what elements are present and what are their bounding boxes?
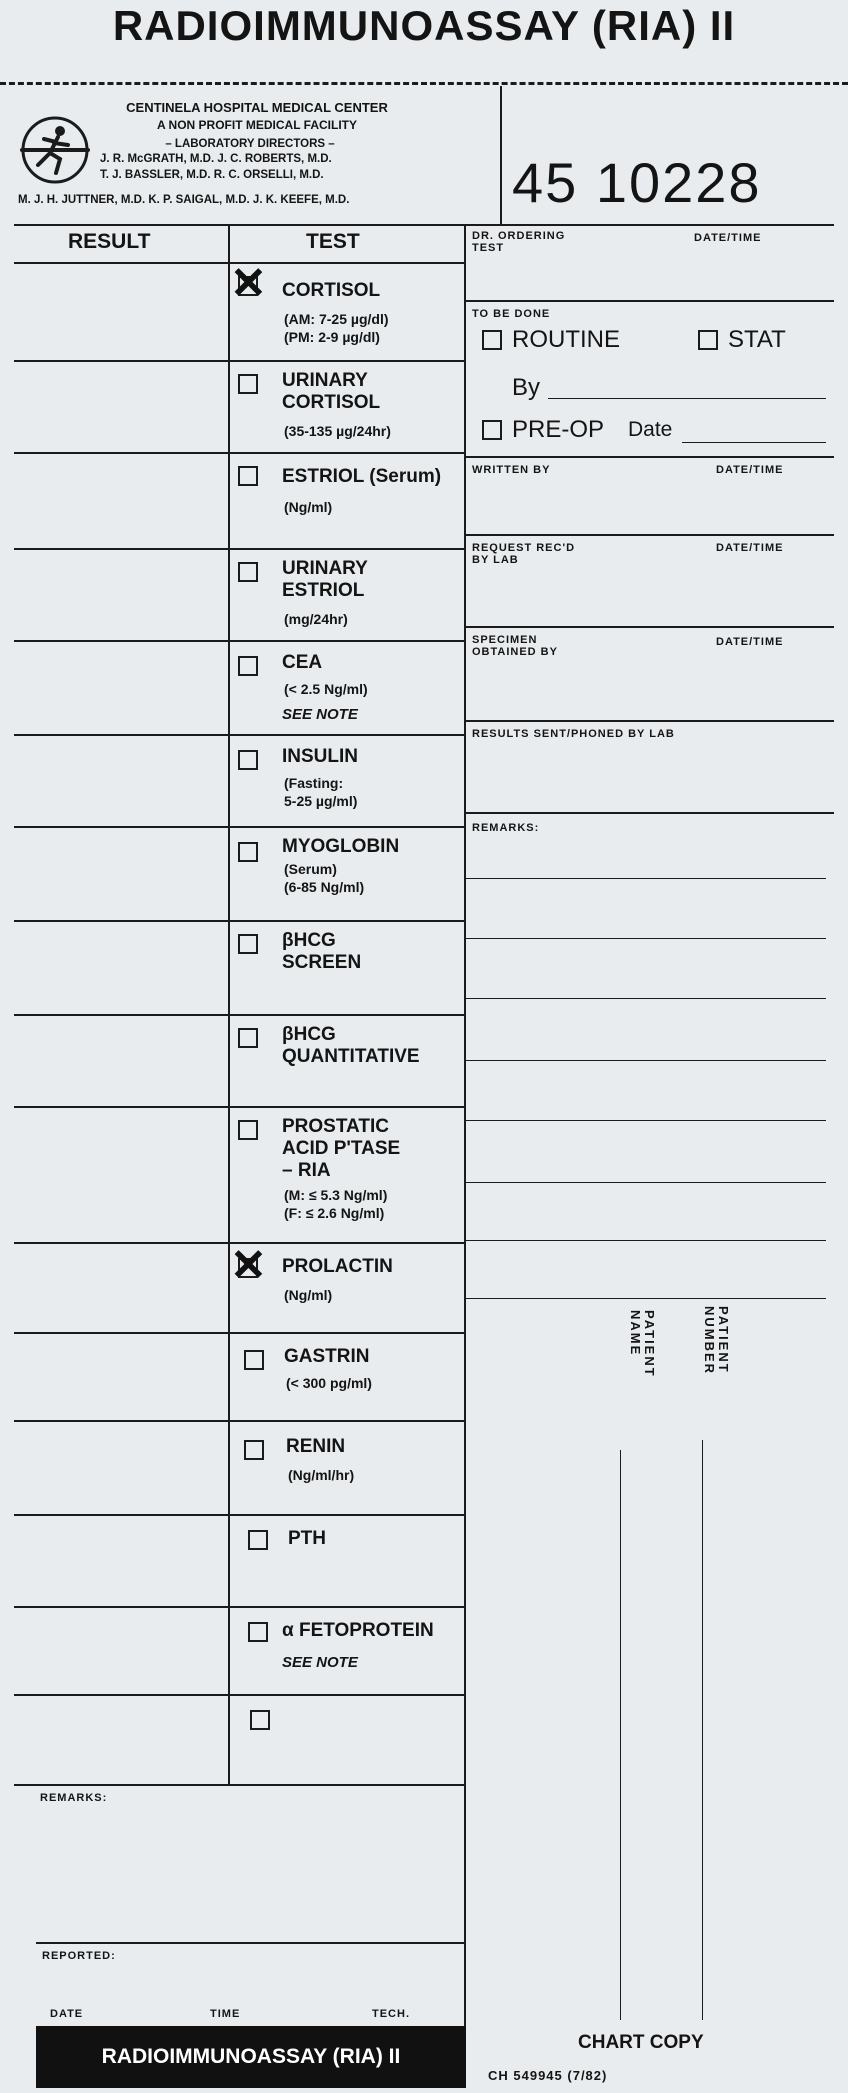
patient-name-line[interactable] bbox=[620, 1450, 621, 2020]
date-line[interactable] bbox=[682, 442, 826, 443]
test-name-prolactin: PROLACTIN bbox=[282, 1256, 393, 1277]
footer-title: RADIOIMMUNOASSAY (RIA) II bbox=[101, 2045, 401, 2068]
test-name-bhcg-quantitative: βHCG QUANTITATIVE bbox=[282, 1024, 420, 1067]
checkbox-estriol[interactable] bbox=[238, 466, 258, 486]
checkbox-bhcg-screen[interactable] bbox=[238, 934, 258, 954]
checkbox-renin[interactable] bbox=[244, 1440, 264, 1460]
checkbox-prostatic-acid-ptase[interactable] bbox=[238, 1120, 258, 1140]
test-name-myoglobin: MYOGLOBIN bbox=[282, 836, 400, 857]
remarks-line-8[interactable] bbox=[464, 1298, 826, 1299]
directors-label: – LABORATORY DIRECTORS – bbox=[165, 138, 335, 150]
reported-tech-label: TECH. bbox=[372, 2008, 410, 2020]
result-column-header: RESULT bbox=[68, 230, 151, 253]
row-rule-13 bbox=[14, 1514, 464, 1516]
chart-copy-label: CHART COPY bbox=[578, 2032, 704, 2053]
row-rule-7 bbox=[14, 920, 464, 922]
test-name-cortisol: CORTISOL bbox=[282, 280, 381, 301]
checkbox-blank[interactable] bbox=[250, 1710, 270, 1730]
checkbox-alpha-fetoprotein[interactable] bbox=[248, 1622, 268, 1642]
test-note-alpha-fetoprotein: SEE NOTE bbox=[282, 1654, 358, 1671]
request-recd-label: REQUEST REC'D BY LAB bbox=[472, 542, 576, 566]
test-right-border bbox=[464, 224, 466, 2084]
reported-time-label: TIME bbox=[210, 2008, 241, 2020]
routine-label: ROUTINE bbox=[512, 326, 620, 353]
remarks-line-4[interactable] bbox=[464, 1060, 826, 1061]
checkbox-pth[interactable] bbox=[248, 1530, 268, 1550]
specimen-obtained-label: SPECIMEN OBTAINED BY bbox=[472, 634, 558, 658]
check-mark-prolactin: ✕ bbox=[230, 1241, 267, 1290]
test-name-urinary-estriol: URINARY ESTRIOL bbox=[282, 558, 368, 601]
stat-checkbox[interactable] bbox=[698, 330, 718, 350]
test-name-renin: RENIN bbox=[286, 1436, 346, 1457]
patient-number-label: PATIENT NUMBER bbox=[702, 1306, 731, 1376]
reported-label: REPORTED: bbox=[42, 1950, 116, 1962]
row-rule-11 bbox=[14, 1332, 464, 1334]
remarks-line-7[interactable] bbox=[464, 1240, 826, 1241]
test-name-pth: PTH bbox=[288, 1528, 326, 1549]
form-title: RADIOIMMUNOASSAY (RIA) II bbox=[112, 2, 736, 49]
to-be-done-label: TO BE DONE bbox=[472, 308, 551, 320]
routine-checkbox[interactable] bbox=[482, 330, 502, 350]
top-tear-line bbox=[0, 82, 848, 85]
results-sent-label: RESULTS SENT/PHONED BY LAB bbox=[472, 728, 675, 740]
right-rule-3 bbox=[464, 534, 834, 536]
test-name-insulin: INSULIN bbox=[282, 746, 358, 767]
test-name-bhcg-screen: βHCG SCREEN bbox=[282, 930, 362, 973]
remarks-line-2[interactable] bbox=[464, 938, 826, 939]
test-ref-myoglobin: (Serum) (6-85 Ng/ml) bbox=[284, 861, 365, 895]
date-label: Date bbox=[628, 418, 673, 441]
right-rule-4 bbox=[464, 626, 834, 628]
test-name-prostatic-acid-ptase: PROSTATIC ACID P'TASE – RIA bbox=[282, 1116, 401, 1181]
remarks-line-3[interactable] bbox=[464, 998, 826, 999]
row-rule-4 bbox=[14, 640, 464, 642]
test-ref-insulin: (Fasting: 5-25 µg/ml) bbox=[284, 775, 358, 809]
row-rule-6 bbox=[14, 826, 464, 828]
by-label: By bbox=[512, 374, 541, 401]
date-time-label-4: DATE/TIME bbox=[716, 636, 784, 648]
remarks-line-1[interactable] bbox=[464, 878, 826, 879]
header-divider bbox=[500, 86, 502, 224]
row-rule-1 bbox=[14, 360, 464, 362]
directors-line-1: J. R. McGRATH, M.D. J. C. ROBERTS, M.D. bbox=[100, 153, 332, 165]
test-ref-estriol: (Ng/ml) bbox=[284, 499, 333, 515]
result-test-divider bbox=[228, 224, 230, 1784]
row-rule-2 bbox=[14, 452, 464, 454]
checkbox-urinary-estriol[interactable] bbox=[238, 562, 258, 582]
hospital-name: CENTINELA HOSPITAL MEDICAL CENTER bbox=[126, 100, 388, 115]
reported-date-label: DATE bbox=[50, 2008, 84, 2020]
date-time-label-2: DATE/TIME bbox=[716, 464, 784, 476]
test-name-estriol: ESTRIOL (Serum) bbox=[282, 466, 442, 487]
test-ref-cea: (< 2.5 Ng/ml) bbox=[284, 681, 368, 697]
right-rule-2 bbox=[464, 456, 834, 458]
row-rule-16 bbox=[14, 1784, 464, 1786]
date-time-label-3: DATE/TIME bbox=[716, 542, 784, 554]
form-code: CH 549945 (7/82) bbox=[488, 2068, 608, 2083]
right-rule-6 bbox=[464, 812, 834, 814]
test-name-urinary-cortisol: URINARY CORTISOL bbox=[282, 370, 381, 413]
checkbox-myoglobin[interactable] bbox=[238, 842, 258, 862]
checkbox-gastrin[interactable] bbox=[244, 1350, 264, 1370]
test-ref-urinary-estriol: (mg/24hr) bbox=[284, 611, 348, 627]
bottom-remarks-label: REMARKS: bbox=[40, 1792, 108, 1804]
footer-title-bar bbox=[36, 2026, 466, 2088]
directors-line-2: T. J. BASSLER, M.D. R. C. ORSELLI, M.D. bbox=[100, 169, 324, 181]
test-ref-prostatic-acid-ptase: (M: ≤ 5.3 Ng/ml) (F: ≤ 2.6 Ng/ml) bbox=[284, 1187, 388, 1221]
row-rule-14 bbox=[14, 1606, 464, 1608]
test-note-cea: SEE NOTE bbox=[282, 706, 358, 723]
right-rule-1 bbox=[464, 300, 834, 302]
patient-name-label: PATIENT NAME bbox=[628, 1310, 657, 1378]
right-rule-5 bbox=[464, 720, 834, 722]
test-name-gastrin: GASTRIN bbox=[284, 1346, 370, 1367]
test-ref-cortisol: (AM: 7-25 µg/dl) (PM: 2-9 µg/dl) bbox=[284, 311, 389, 345]
form-number: 45 10228 bbox=[512, 151, 762, 214]
test-name-alpha-fetoprotein: α FETOPROTEIN bbox=[282, 1620, 434, 1641]
checkbox-bhcg-quantitative[interactable] bbox=[238, 1028, 258, 1048]
directors-line-3: M. J. H. JUTTNER, M.D. K. P. SAIGAL, M.D. J. K. KEEFE, M.D. bbox=[18, 194, 350, 206]
remarks-line-5[interactable] bbox=[464, 1120, 826, 1121]
test-ref-gastrin: (< 300 pg/ml) bbox=[286, 1375, 372, 1391]
date-time-label-1: DATE/TIME bbox=[694, 232, 762, 244]
by-line[interactable] bbox=[548, 398, 826, 399]
stat-label: STAT bbox=[728, 326, 786, 353]
row-rule-9 bbox=[14, 1106, 464, 1108]
test-column-header: TEST bbox=[306, 230, 360, 253]
test-ref-prolactin: (Ng/ml) bbox=[284, 1287, 333, 1303]
row-rule-8 bbox=[14, 1014, 464, 1016]
check-mark-cortisol: ✕ bbox=[230, 259, 267, 308]
header-bottom-rule bbox=[14, 224, 834, 226]
checkbox-insulin[interactable] bbox=[238, 750, 258, 770]
right-remarks-label: REMARKS: bbox=[472, 822, 540, 834]
row-rule-15 bbox=[14, 1694, 464, 1696]
row-rule-3 bbox=[14, 548, 464, 550]
patient-number-line[interactable] bbox=[702, 1440, 703, 2020]
test-name-cea: CEA bbox=[282, 652, 323, 673]
remarks-line-6[interactable] bbox=[464, 1182, 826, 1183]
checkbox-urinary-cortisol[interactable] bbox=[238, 374, 258, 394]
test-ref-renin: (Ng/ml/hr) bbox=[288, 1467, 355, 1483]
written-by-label: WRITTEN BY bbox=[472, 464, 551, 476]
row-rule-5 bbox=[14, 734, 464, 736]
row-rule-12 bbox=[14, 1420, 464, 1422]
reported-rule bbox=[36, 1942, 464, 1944]
hospital-subtitle: A NON PROFIT MEDICAL FACILITY bbox=[157, 118, 357, 132]
dr-ordering-label: DR. ORDERING TEST bbox=[472, 230, 566, 254]
pre-op-checkbox[interactable] bbox=[482, 420, 502, 440]
test-ref-urinary-cortisol: (35-135 µg/24hr) bbox=[284, 423, 391, 439]
checkbox-cea[interactable] bbox=[238, 656, 258, 676]
pre-op-label: PRE-OP bbox=[512, 416, 605, 443]
